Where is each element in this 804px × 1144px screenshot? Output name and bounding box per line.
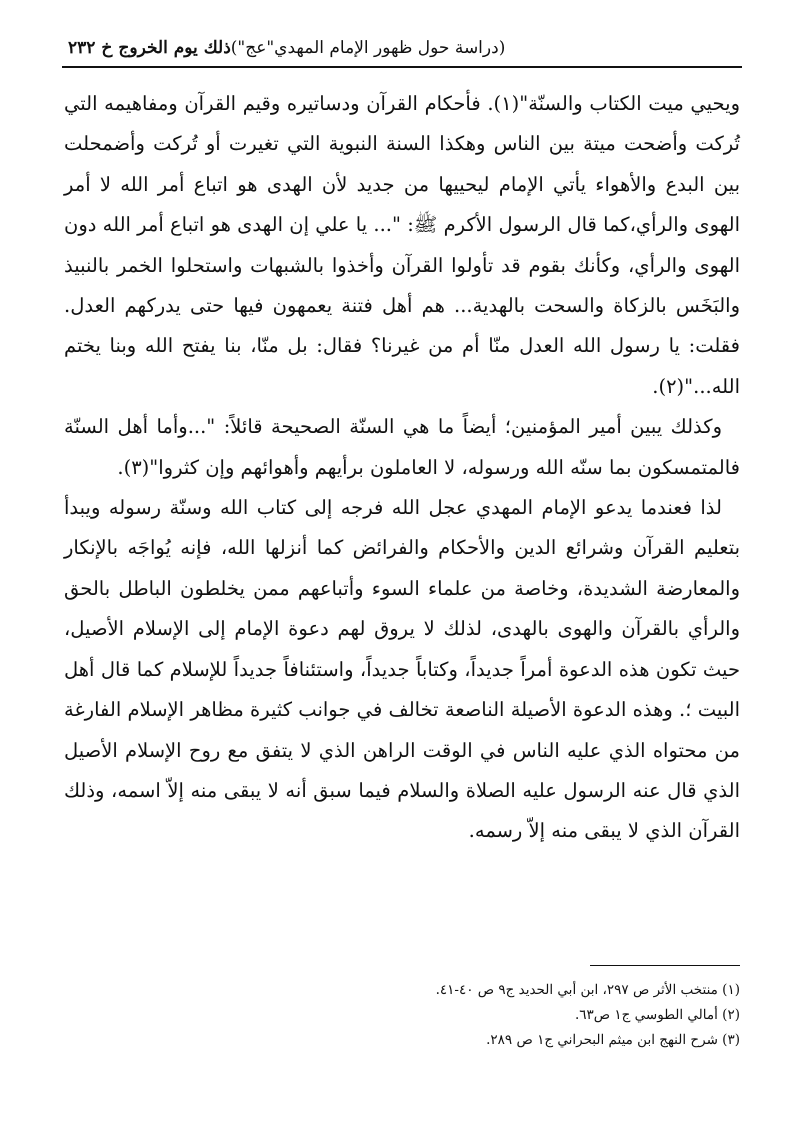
- book-title: ذلك يوم الخروج: [118, 38, 231, 58]
- header-separator: خ: [101, 38, 113, 58]
- paragraph: لذا فعندما يدعو الإمام المهدي عجل الله فرجه إلى كتاب الله وسنّة رسوله ويبدأ بتعليم القرآن وشرائع الدين والأحكام والفرائض كما أنزلها الله، فإنه يُواجَه بالإنكار والمعارضة الشديدة، وخاصة من علماء السوء وأتباعهم ممن يخلطون الباطل بالحق والرأي بالقرآن والهوى بالهدى، لذلك لا يروق لهم دعوة الإمام إلى الإسلام الأصيل، حيث تكون هذه الدعوة أمراً جديداً، وكتاباً جديداً، واستئنافاً جديداً للإسلام كما قال أهل البيت ؛. وهذه الدعوة الأصيلة الناصعة تخالف في جوانب كثيرة مظاهر الإسلام الفارغة من محتواه الذي عليه الناس في الوقت الراهن الذي لا يتفق مع روح الإسلام الأصيل الذي قال عنه الرسول عليه الصلاة والسلام فيما سبق أنه لا يبقى منه إلاّ اسمه، وذلك القرآن الذي لا يبقى منه إلاّ رسمه.: [64, 496, 740, 843]
- page-header: [62, 34, 742, 62]
- paragraph: وكذلك يبين أمير المؤمنين؛ أيضاً ما هي السنّة الصحيحة قائلاً: "...وأما أهل السنّة فالمتمسكون بما سنّه الله ورسوله، لا العاملون برأيهم وأهوائهم وإن كثروا"(٣).: [64, 415, 740, 479]
- paragraph: ويحيي ميت الكتاب والسنّة"(١). فأحكام القرآن ودساتيره وقيم القرآن ومفاهيمه التي تُركت وأضحت ميتة بين الناس وهكذا السنة النبوية التي تغيرت أو تُركت وأضمحلت بين البدع والأهواء يأتي الإمام ليحييها من جديد لأن الهدى هو اتباع أمر الله لا أمر الهوى والرأي،كما قال الرسول الأكرم ﷺ: "... يا علي إن الهدى هو اتباع أمر الله دون الهوى والرأي، وكأنك بقوم قد تأولوا القرآن وأخذوا بالشبهات واستحلوا الخمر بالنبيذ والبَخَس بالزكاة والسحت بالهدية... هم أهل فتنة يعمهون فيها حتى يدركهم العدل. فقلت: يا رسول الله العدل منّا أم من غيرنا؟ فقال: بل منّا، بنا يفتح الله وبنا يختم الله..."(٢).: [64, 92, 740, 398]
- footnotes: [64, 978, 740, 1053]
- header-divider: [62, 66, 742, 68]
- book-subtitle: (دراسة حول ظهور الإمام المهدي"عج"): [230, 38, 506, 58]
- footnote: (١) منتخب الأثر ص ٢٩٧، ابن أبي الحديد ج٩ ص ٤٠-٤١.: [435, 982, 740, 998]
- footnote-divider: [590, 965, 740, 966]
- main-text: [64, 84, 740, 852]
- footnote: (٢) أمالي الطوسي ج١ ص٦٣.: [574, 1007, 740, 1023]
- page-number: ٢٣٢: [68, 38, 96, 58]
- footnote: (٣) شرح النهج ابن ميثم البحراني ج١ ص ٢٨٩.: [486, 1032, 740, 1048]
